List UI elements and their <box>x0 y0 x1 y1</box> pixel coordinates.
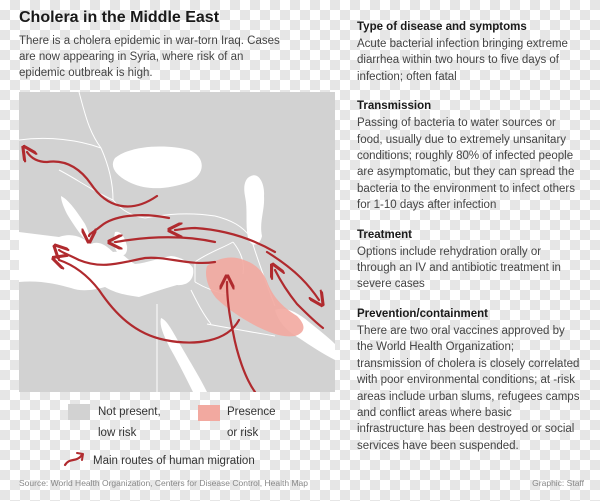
section-body: Options include rehydration orally or through an IV and antibiotic treatment in severe cases <box>357 245 561 291</box>
source-note: Source: World Health Organization, Centers for Disease Control, Health Map <box>19 478 308 488</box>
section-body: There are two oral vaccines approved by the World Health Organization; transmission of cholera is closely correlated with poor environmental conditions; at -risk areas include urban slums, refugees camps and conflict areas where basic infrastructure has been destroyed or social services have been suspended. <box>357 324 580 452</box>
legend-label-routes: Main routes of human migration <box>93 455 255 467</box>
section-heading: Type of disease and symptoms <box>357 21 527 33</box>
legend-label-not-present: Not present, low risk <box>98 406 161 439</box>
legend-label-presence: Presence or risk <box>227 406 276 439</box>
section-heading: Treatment <box>357 228 412 241</box>
info-column <box>357 20 581 468</box>
legend-swatch-not-present <box>68 404 90 420</box>
section-heading: Transmission <box>357 100 432 113</box>
legend-route-arrow-icon <box>62 447 90 469</box>
legend-swatch-presence <box>198 405 220 421</box>
map-title: Cholera in the Middle East <box>19 9 220 26</box>
intro-text: There is a cholera epidemic in war-torn Iraq. Cases are now appearing in Syria, where risk of an epidemic outbreak is high. <box>19 35 280 79</box>
section-prevention <box>357 307 581 454</box>
section-treatment <box>357 228 581 293</box>
section-body: Passing of bacteria to water sources or food, usually due to extremely unsanitary conditions; roughly 80% of infected people are asymptomatic, but they can spread the bacteria to the environment to infect others for 1-10 days after infection <box>357 117 575 212</box>
section-heading: Prevention/containment <box>357 307 488 320</box>
section-transmission <box>357 99 581 213</box>
graphic-credit: Graphic: Staff <box>532 478 584 488</box>
section-body: Acute bacterial infection bringing extreme diarrhea within two hours to five days of infection; often fatal <box>357 38 568 83</box>
section-symptoms <box>357 20 581 85</box>
middle-east-map <box>19 92 335 392</box>
